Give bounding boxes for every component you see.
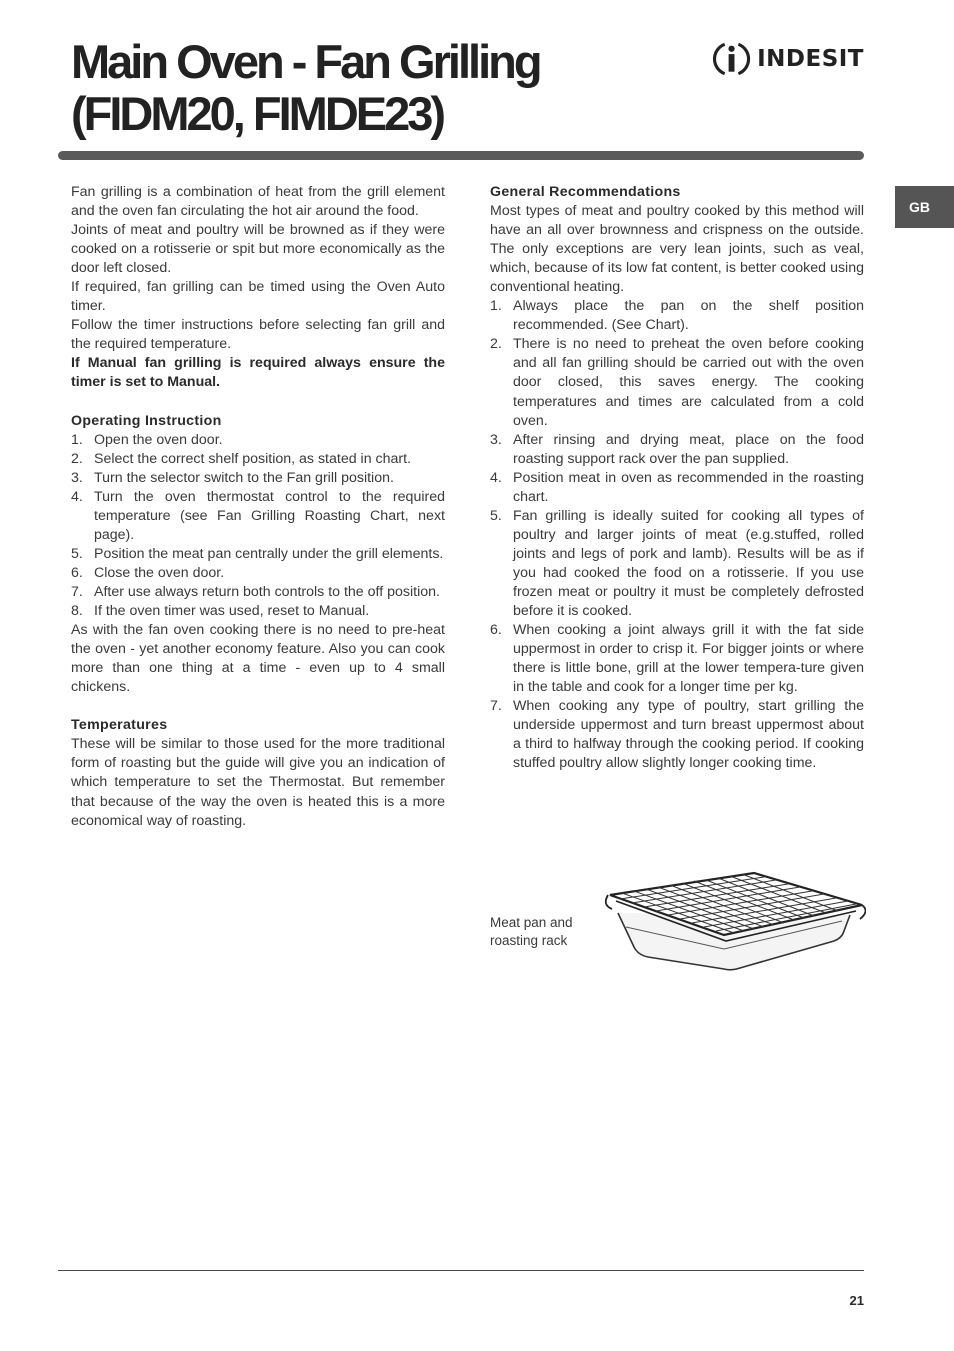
page-number: 21 bbox=[849, 1293, 864, 1308]
list-item: 3. After rinsing and drying meat, place on the food roasting support rack over the pan supplied. bbox=[490, 431, 864, 467]
list-item: 4. Position meat in oven as recommended in the roasting chart. bbox=[490, 469, 864, 505]
intro-paragraph-2: Joints of meat and poultry will be browned as if they were cooked on a rotisserie or spit but more economically as the door left closed. bbox=[71, 222, 445, 277]
list-item: 3. Turn the selector switch to the Fan grill position. bbox=[71, 469, 394, 486]
right-column bbox=[490, 183, 864, 773]
brand-name: INDESIT bbox=[757, 46, 864, 72]
list-item: 6. When cooking a joint always grill it with the fat side uppermost in order to crisp it. For bigger joints or where there is little bone, grill at the lower tempera-ture given in the table and cook for a longer time per kg. bbox=[490, 622, 864, 696]
list-item: 6. Close the oven door. bbox=[71, 564, 225, 581]
manual-warning: If Manual fan grilling is required always ensure the timer is set to Manual. bbox=[71, 355, 445, 391]
indesit-logo bbox=[712, 38, 864, 80]
meat-pan-rack-illustration bbox=[604, 865, 866, 977]
footer-divider bbox=[58, 1270, 864, 1271]
operating-steps bbox=[71, 431, 445, 621]
title-line-1: Main Oven - Fan Grilling bbox=[71, 35, 540, 88]
list-item: 7. When cooking any type of poultry, start grilling the underside uppermost and turn breast uppermost about a third to halfway through the cooking period. If cooking stuffed poultry allow slightly longer cooking time. bbox=[490, 698, 864, 772]
general-heading: General Recommendations bbox=[490, 184, 681, 200]
title-line-2: (FIDM20, FIMDE23) bbox=[71, 87, 444, 140]
list-item: 2. Select the correct shelf position, as stated in chart. bbox=[71, 450, 412, 467]
general-intro: Most types of meat and poultry cooked by this method will have an all over brownness and crispness on the outside. The only exceptions are very lean joints, such as veal, which, because of its low fat content, is better cooked using conventional heating. bbox=[490, 203, 864, 296]
temperatures-text: These will be similar to those used for the more traditional form of roasting but the guide will give you an indication of which temperature to set the Thermostat. But remember that because of the way the oven is heated this is a more economical way of roasting. bbox=[71, 736, 445, 829]
list-item: 7. After use always return both controls to the off position. bbox=[71, 583, 440, 600]
intro-paragraph-4: Follow the timer instructions before selecting fan grill and the required temperature. bbox=[71, 317, 445, 353]
operating-heading: Operating Instruction bbox=[71, 412, 222, 429]
list-item: 1. Open the oven door. bbox=[71, 431, 223, 448]
general-steps bbox=[490, 297, 864, 773]
header-divider bbox=[58, 151, 864, 160]
operating-note: As with the fan oven cooking there is no need to pre-heat the oven - yet another economy feature. Also you can cook more than one thing at a time - even up to 4 small chickens. bbox=[71, 622, 445, 696]
list-item: 5. Fan grilling is ideally suited for cooking all types of poultry and larger joints of meat (e.g.stuffed, rolled joints and legs of pork and lamb). Results will be as if you had cooked the food on a rotisserie. If you use frozen meat or poultry it must be completely defrosted before it is cooked. bbox=[490, 507, 864, 620]
intro-paragraph-1: Fan grilling is a combination of heat from the grill element and the oven fan circulating the hot air around the food. bbox=[71, 184, 445, 220]
indesit-i-icon bbox=[712, 39, 751, 79]
list-item: 4. Turn the oven thermostat control to the required temperature (see Fan Grilling Roasting Chart, next page). bbox=[71, 488, 445, 543]
list-item: 1. Always place the pan on the shelf position recommended. (See Chart). bbox=[490, 298, 864, 334]
intro-paragraph-3: If required, fan grilling can be timed using the Oven Auto timer. bbox=[71, 279, 445, 315]
left-column bbox=[71, 183, 445, 831]
list-item: 8. If the oven timer was used, reset to Manual. bbox=[71, 603, 370, 620]
list-item: 2. There is no need to preheat the oven before cooking and all fan grilling should be carried out with the oven door closed, this saves energy. The cooking temperatures and times are calculated from a cold oven. bbox=[490, 336, 864, 429]
figure-caption: Meat pan and roasting rack bbox=[490, 915, 573, 948]
temperatures-heading: Temperatures bbox=[71, 717, 168, 734]
page-title bbox=[71, 36, 631, 140]
language-tab: GB bbox=[895, 186, 954, 228]
list-item: 5. Position the meat pan centrally under the grill elements. bbox=[71, 545, 444, 562]
